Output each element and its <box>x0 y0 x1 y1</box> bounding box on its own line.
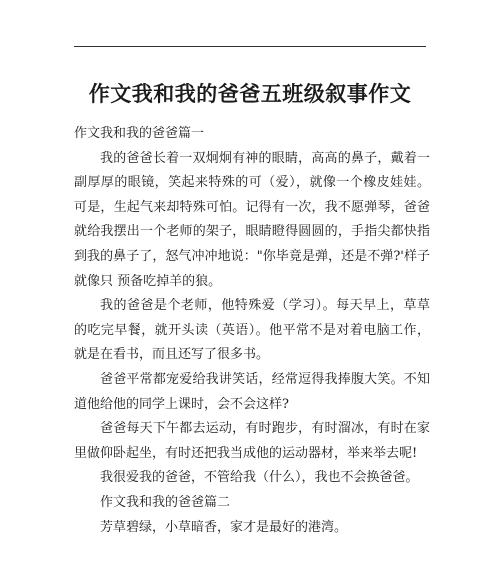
document-body <box>74 122 430 540</box>
paragraph: 爸爸每天下午都去运动，有时跑步，有时溜冰，有时在家里做仰卧起坐，有时还把我当成他的运动器材，举来举去呢! <box>74 421 430 461</box>
section-heading-1: 作文我和我的爸爸篇一 <box>74 126 205 141</box>
section-heading-2: 作文我和我的爸爸篇二 <box>100 494 231 510</box>
paragraph: 芳草碧绿，小草暗香，家才是最好的港湾。 <box>100 519 348 535</box>
paragraph: 我很爱我的爸爸，不管给我（什么），我也不会换爸爸。 <box>100 470 419 486</box>
paragraph: 爸爸平常都宠爱给我讲笑话，经常逗得我捧腹大笑。不知道他给他的同学上课时，会不会这样? <box>74 371 430 412</box>
header-rule <box>74 46 426 47</box>
document-title: 作文我和我的爸爸五班级叙事作文 <box>88 81 412 106</box>
paragraph: 我的爸爸长着一双炯炯有神的眼睛，高高的鼻子，戴着一副厚厚的眼镜，笑起来特殊的可（爱），就像一个橡皮娃娃。可是，生起气来却特殊可怕。记得有一次，我不愿弹琴，爸爸就给我摆出一个老师的架子，眼睛瞪得圆圆的，手指尖都快指到我的鼻子了，怒气冲冲地说："你毕竟是弹，还是不弹?'样子就像只 预备吃掉羊的狼。 <box>74 150 430 289</box>
paragraph: 我的爸爸是个老师，他特殊爱（学习）。每天早上，草草的吃完早餐，就开头读（英语）。他平常不是对着电脑工作，就是在看书，而且还写了很多书。 <box>74 298 430 363</box>
